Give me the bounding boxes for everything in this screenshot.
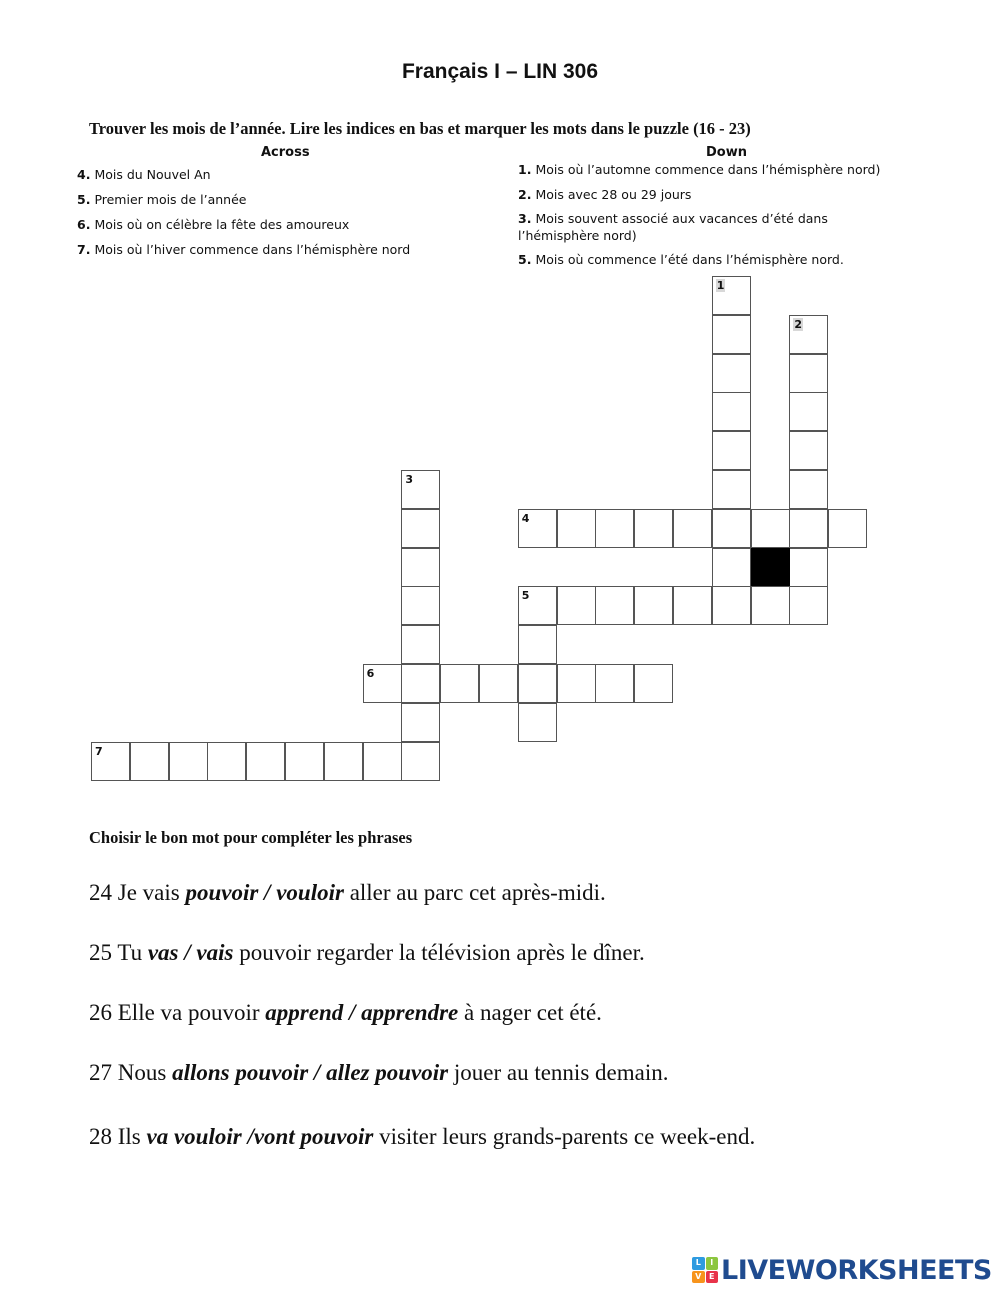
crossword-cell-input[interactable]: [790, 510, 827, 547]
sentence-28-options[interactable]: va vouloir /vont pouvoir: [146, 1124, 374, 1149]
across-clue-6: 6. Mois où on célèbre la fête des amoureux: [77, 217, 350, 232]
crossword-cell-input[interactable]: [596, 510, 633, 547]
crossword-cell-input[interactable]: [713, 393, 750, 430]
sentence-25-options[interactable]: vas / vais: [147, 940, 234, 965]
crossword-cell[interactable]: [401, 509, 440, 548]
crossword-cell-input[interactable]: [635, 587, 672, 624]
liveworksheets-logo: [692, 1255, 992, 1285]
down-clue-2: 2. Mois avec 28 ou 29 jours: [518, 187, 692, 202]
crossword-clue-number: 5: [521, 589, 530, 603]
across-clue-5: 5. Premier mois de l’année: [77, 192, 247, 207]
crossword-cell[interactable]: [401, 548, 440, 587]
across-clue-4: 4. Mois du Nouvel An: [77, 167, 211, 182]
crossword-cell[interactable]: [207, 742, 246, 781]
across-clue-7: 7. Mois où l’hiver commence dans l’hémisphère nord: [77, 242, 411, 257]
liveworksheets-logo-icon: L I V E: [692, 1257, 718, 1283]
crossword-cell-input[interactable]: [519, 665, 556, 702]
crossword-cell-input[interactable]: [402, 549, 439, 586]
crossword-cell-input[interactable]: [713, 471, 750, 508]
crossword-cell-input[interactable]: [635, 510, 672, 547]
crossword-cell-input[interactable]: [713, 355, 750, 392]
crossword-cell-input[interactable]: [402, 743, 439, 780]
crossword-cell-input[interactable]: [558, 510, 595, 547]
crossword-cell[interactable]: [557, 586, 596, 625]
crossword-cell[interactable]: [634, 664, 673, 703]
crossword-cell-input[interactable]: [713, 510, 750, 547]
crossword-cell[interactable]: [789, 354, 828, 393]
crossword-cell-input[interactable]: [208, 743, 245, 780]
crossword-block: [751, 548, 790, 587]
crossword-cell[interactable]: [634, 586, 673, 625]
crossword-clue-number: 6: [366, 667, 375, 680]
crossword-cell-input[interactable]: [364, 665, 401, 702]
crossword-cell[interactable]: [91, 742, 130, 781]
crossword-cell-input[interactable]: [790, 587, 827, 624]
crossword-cell[interactable]: [518, 625, 557, 664]
crossword-instructions: Trouver les mois de l’année. Lire les indices en bas et marquer les mots dans le puzzle (16 - 23): [89, 119, 751, 138]
crossword-cell[interactable]: [363, 664, 402, 703]
crossword-cell-input[interactable]: [402, 626, 439, 663]
crossword-cell[interactable]: [789, 470, 828, 509]
crossword-cell[interactable]: [789, 548, 828, 587]
crossword-cell[interactable]: [751, 586, 790, 625]
crossword-cell[interactable]: [518, 509, 557, 548]
crossword-cell[interactable]: [401, 703, 440, 742]
down-clue-1: 1. Mois où l’automne commence dans l’hémisphère nord): [518, 162, 881, 177]
crossword-cell-input[interactable]: [325, 743, 362, 780]
crossword-cell[interactable]: [401, 742, 440, 781]
sentence-24: 24 Je vais pouvoir / vouloir aller au parc cet après-midi.: [89, 880, 606, 905]
crossword-cell[interactable]: [595, 509, 634, 548]
crossword-cell[interactable]: [712, 392, 751, 431]
crossword-cell[interactable]: [634, 509, 673, 548]
crossword-cell-input[interactable]: [480, 665, 517, 702]
crossword-cell[interactable]: [712, 548, 751, 587]
crossword-cell[interactable]: [324, 742, 363, 781]
crossword-cell[interactable]: [246, 742, 285, 781]
crossword-cell[interactable]: [789, 315, 828, 354]
crossword-cell[interactable]: [789, 431, 828, 470]
crossword-cell[interactable]: [440, 664, 479, 703]
across-heading: Across: [261, 145, 310, 160]
crossword-cell[interactable]: [518, 586, 557, 625]
crossword-cell[interactable]: [401, 586, 440, 625]
crossword-cell[interactable]: [518, 664, 557, 703]
crossword-cell-input[interactable]: [131, 743, 168, 780]
crossword-clue-number: 1: [716, 279, 725, 292]
crossword-clue-number: 4: [521, 511, 530, 525]
crossword-cell-input[interactable]: [286, 743, 323, 780]
crossword-cell-input[interactable]: [402, 704, 439, 741]
crossword-cell[interactable]: [712, 509, 751, 548]
crossword-cell-input[interactable]: [596, 587, 633, 624]
crossword-cell-input[interactable]: [402, 510, 439, 547]
crossword-cell[interactable]: [401, 664, 440, 703]
crossword-cell[interactable]: [595, 664, 634, 703]
crossword-cell[interactable]: [712, 470, 751, 509]
down-heading: Down: [706, 145, 747, 160]
sentence-24-options[interactable]: pouvoir / vouloir: [185, 880, 344, 905]
crossword-cell[interactable]: [130, 742, 169, 781]
crossword-cell-input[interactable]: [790, 393, 827, 430]
crossword-clue-number: 7: [95, 744, 103, 758]
crossword-cell-input[interactable]: [790, 355, 827, 392]
crossword-cell[interactable]: [828, 509, 867, 548]
crossword-cell-input[interactable]: [402, 665, 439, 702]
crossword-cell[interactable]: [595, 586, 634, 625]
sentence-27: 27 Nous allons pouvoir / allez pouvoir jouer au tennis demain.: [89, 1060, 669, 1085]
crossword-clue-number: 2: [794, 317, 803, 331]
sentence-26: 26 Elle va pouvoir apprend / apprendre à nager cet été.: [89, 1000, 602, 1025]
crossword-cell-input[interactable]: [713, 432, 750, 469]
crossword-cell-input[interactable]: [558, 665, 595, 702]
crossword-cell[interactable]: [401, 625, 440, 664]
crossword-cell-input[interactable]: [519, 587, 556, 624]
crossword-cell-input[interactable]: [558, 587, 595, 624]
crossword-cell-input[interactable]: [790, 471, 827, 508]
crossword-clue-number: 3: [405, 473, 414, 486]
sentence-26-options[interactable]: apprend / apprendre: [265, 1000, 459, 1025]
crossword-cell[interactable]: [169, 742, 208, 781]
crossword-cell-input[interactable]: [635, 665, 672, 702]
crossword-cell[interactable]: [712, 315, 751, 354]
crossword-cell-input[interactable]: [247, 743, 284, 780]
crossword-cell-input[interactable]: [364, 743, 401, 780]
crossword-cell-input[interactable]: [402, 587, 439, 624]
crossword-cell-input[interactable]: [519, 704, 556, 741]
crossword-cell-input[interactable]: [519, 626, 556, 663]
crossword-cell-input[interactable]: [674, 587, 711, 624]
down-clue-3: 3. Mois souvent associé aux vacances d’été dans l’hémisphère nord): [518, 211, 828, 243]
crossword-cell-input[interactable]: [713, 316, 750, 353]
crossword-cell[interactable]: [673, 586, 712, 625]
crossword-cell[interactable]: [401, 470, 440, 509]
crossword-cell-input[interactable]: [752, 587, 789, 624]
crossword-cell-input[interactable]: [674, 510, 711, 547]
crossword-cell[interactable]: [285, 742, 324, 781]
crossword-cell[interactable]: [479, 664, 518, 703]
crossword-cell-input[interactable]: [596, 665, 633, 702]
crossword-cell-input[interactable]: [790, 432, 827, 469]
crossword-cell[interactable]: [789, 586, 828, 625]
crossword-cell-input[interactable]: [713, 549, 750, 586]
crossword-cell[interactable]: [751, 509, 790, 548]
crossword-cell[interactable]: [712, 354, 751, 393]
worksheet-title: Français I – LIN 306: [401, 60, 599, 83]
crossword-cell[interactable]: [557, 664, 596, 703]
crossword-cell-input[interactable]: [92, 743, 129, 780]
crossword-cell[interactable]: [518, 703, 557, 742]
crossword-cell-input[interactable]: [829, 510, 866, 547]
crossword-cell[interactable]: [712, 276, 751, 315]
crossword-cell-input[interactable]: [402, 471, 439, 508]
crossword-cell[interactable]: [673, 509, 712, 548]
crossword-cell-input[interactable]: [790, 549, 827, 586]
crossword-cell[interactable]: [363, 742, 402, 781]
sentence-28: 28 Ils va vouloir /vont pouvoir visiter leurs grands-parents ce week-end.: [89, 1124, 756, 1149]
crossword-cell-input[interactable]: [170, 743, 207, 780]
crossword-cell-input[interactable]: [713, 587, 750, 624]
crossword-cell[interactable]: [789, 509, 828, 548]
crossword-cell[interactable]: [789, 392, 828, 431]
crossword-cell[interactable]: [557, 509, 596, 548]
crossword-cell-input[interactable]: [790, 316, 827, 353]
crossword-cell-input[interactable]: [752, 510, 789, 547]
sentence-27-options[interactable]: allons pouvoir / allez pouvoir: [172, 1060, 449, 1085]
liveworksheets-logo-text: LIVEWORKSHEETS: [721, 1254, 992, 1286]
crossword-cell[interactable]: [712, 586, 751, 625]
crossword-cell-input[interactable]: [713, 277, 750, 314]
down-clue-5: 5. Mois où commence l’été dans l’hémisphère nord.: [518, 252, 844, 267]
section-heading-choose-word: Choisir le bon mot pour compléter les phrases: [89, 828, 413, 847]
crossword-cell-input[interactable]: [441, 665, 478, 702]
crossword-cell-input[interactable]: [519, 510, 556, 547]
crossword-cell[interactable]: [712, 431, 751, 470]
sentence-25: 25 Tu vas / vais pouvoir regarder la télévision après le dîner.: [89, 940, 645, 965]
